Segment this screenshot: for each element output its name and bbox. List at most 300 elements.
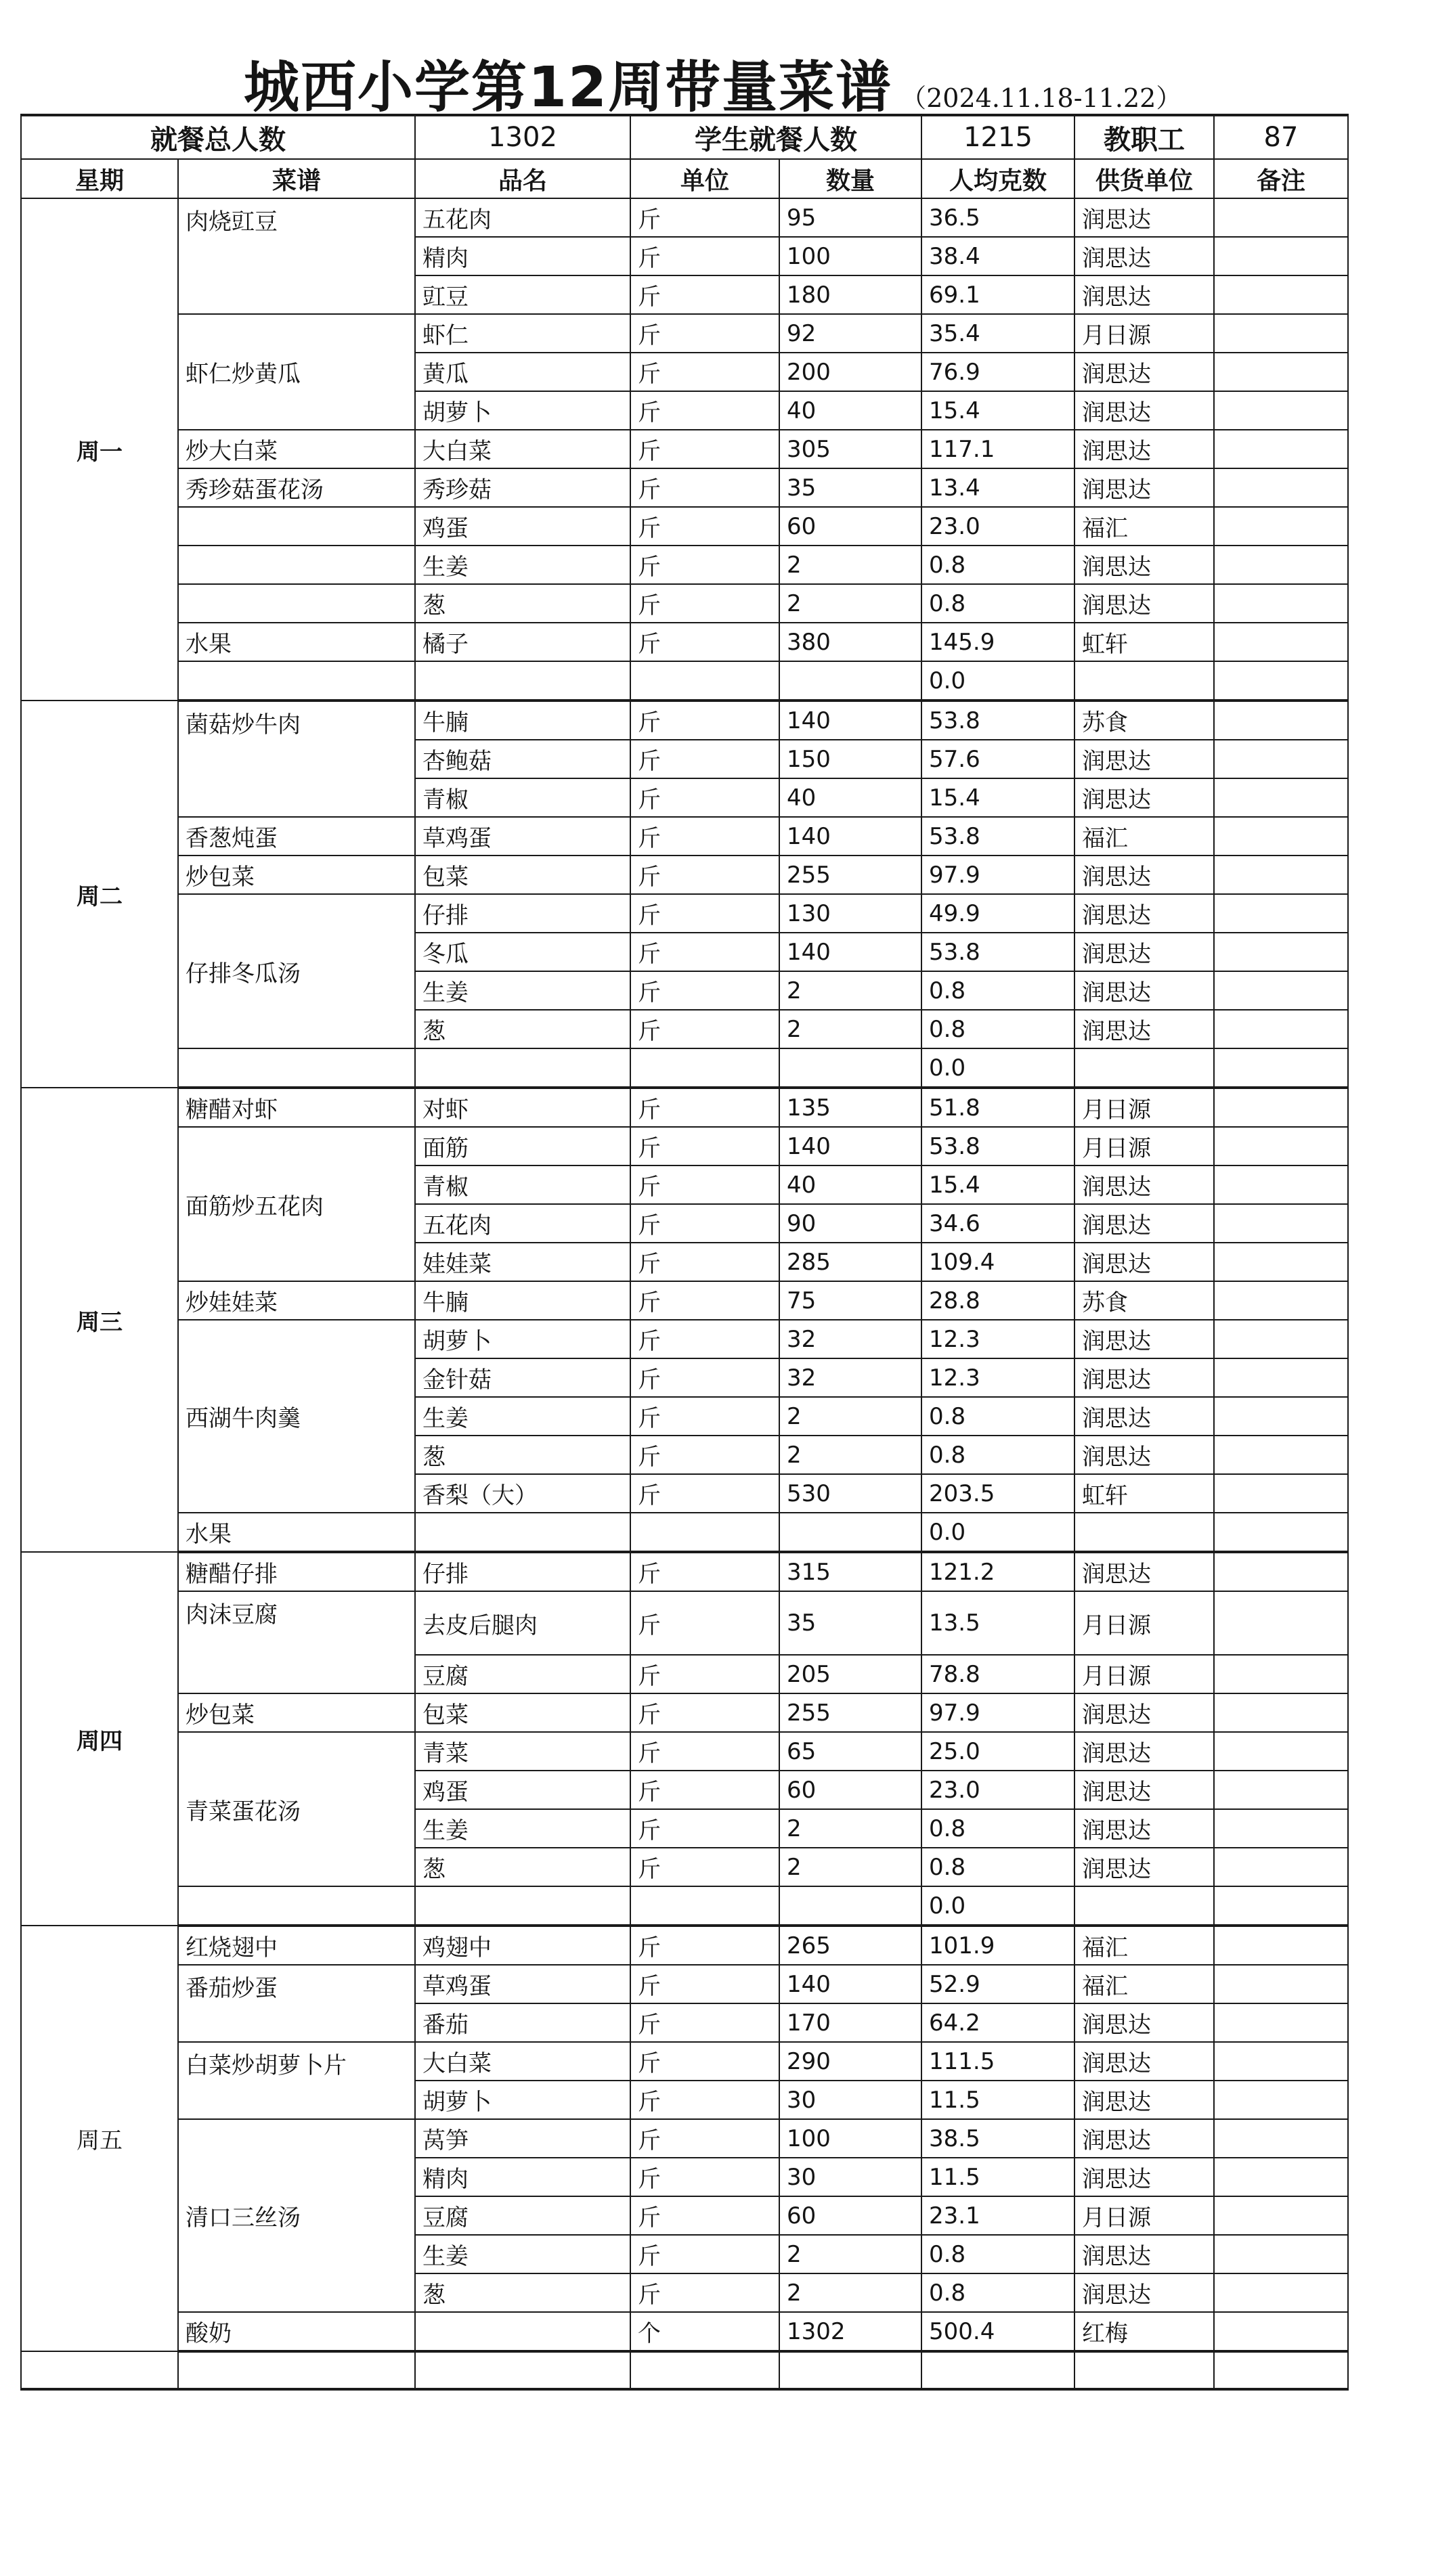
student-diners-value: 1215 [921, 115, 1074, 159]
grams-per-person: 0.8 [921, 546, 1074, 584]
grams-per-person: 53.8 [921, 933, 1074, 971]
supplier: 润思达 [1074, 1436, 1214, 1474]
item-name: 葱 [415, 2273, 630, 2312]
column-header-dish: 菜谱 [178, 159, 415, 198]
quantity: 255 [779, 856, 921, 894]
grams-per-person: 15.4 [921, 778, 1074, 817]
table-row [21, 701, 1348, 740]
table-row [21, 2312, 1348, 2351]
empty-cell [178, 1048, 415, 1088]
unit: 斤 [630, 1965, 779, 2003]
remarks-cell [1214, 1886, 1348, 1926]
supplier: 润思达 [1074, 1397, 1214, 1436]
unit: 斤 [630, 237, 779, 275]
table-row [21, 623, 1348, 661]
item-name: 莴笋 [415, 2119, 630, 2158]
supplier: 润思达 [1074, 1732, 1214, 1771]
unit: 斤 [630, 2235, 779, 2273]
quantity: 135 [779, 1088, 921, 1127]
quantity: 255 [779, 1693, 921, 1732]
dish-cell: 香葱炖蛋 [178, 817, 415, 856]
table-row [21, 1693, 1348, 1732]
table-row [21, 2042, 1348, 2081]
grams-per-person: 0.8 [921, 1848, 1074, 1886]
grams-per-person: 11.5 [921, 2081, 1074, 2119]
quantity: 2 [779, 2235, 921, 2273]
grams-per-person: 0.8 [921, 2235, 1074, 2273]
item-name: 葱 [415, 584, 630, 623]
grams-per-person: 53.8 [921, 1127, 1074, 1165]
grams-per-person: 78.8 [921, 1655, 1074, 1693]
item-name: 包菜 [415, 1693, 630, 1732]
student-diners-label: 学生就餐人数 [630, 115, 921, 159]
table-row [21, 1886, 1348, 1926]
remarks-cell [1214, 1358, 1348, 1397]
table-row [21, 1088, 1348, 1127]
table-row [21, 1591, 1348, 1655]
summary-row [21, 115, 1348, 159]
quantity: 100 [779, 237, 921, 275]
unit: 斤 [630, 1320, 779, 1358]
table-row [21, 1513, 1348, 1552]
quantity: 200 [779, 353, 921, 391]
unit: 斤 [630, 1809, 779, 1848]
grams-per-person: 13.5 [921, 1591, 1074, 1655]
grams-per-person: 111.5 [921, 2042, 1074, 2081]
item-name: 大白菜 [415, 430, 630, 468]
supplier: 润思达 [1074, 1358, 1214, 1397]
remarks-cell [1214, 2158, 1348, 2196]
item-name: 秀珍菇 [415, 468, 630, 507]
unit: 斤 [630, 353, 779, 391]
unit: 斤 [630, 894, 779, 933]
supplier: 润思达 [1074, 1809, 1214, 1848]
supplier: 润思达 [1074, 584, 1214, 623]
supplier: 月日源 [1074, 2196, 1214, 2235]
remarks-cell [1214, 198, 1348, 237]
grams-per-person: 38.4 [921, 237, 1074, 275]
quantity: 2 [779, 1436, 921, 1474]
grams-per-person: 0.0 [921, 1513, 1074, 1552]
supplier: 润思达 [1074, 1243, 1214, 1281]
unit: 斤 [630, 2003, 779, 2042]
quantity: 30 [779, 2081, 921, 2119]
supplier [1074, 1048, 1214, 1088]
item-name: 五花肉 [415, 1204, 630, 1243]
unit: 斤 [630, 701, 779, 740]
unit [630, 661, 779, 701]
grams-per-person: 0.8 [921, 1809, 1074, 1848]
supplier: 润思达 [1074, 2235, 1214, 2273]
quantity: 180 [779, 275, 921, 314]
supplier: 润思达 [1074, 2273, 1214, 2312]
table-row [21, 817, 1348, 856]
grams-per-person: 121.2 [921, 1552, 1074, 1591]
quantity: 92 [779, 314, 921, 353]
item-name: 鸡翅中 [415, 1926, 630, 1965]
grams-per-person: 64.2 [921, 2003, 1074, 2042]
item-name: 黄瓜 [415, 353, 630, 391]
empty-cell [178, 1886, 415, 1926]
quantity: 100 [779, 2119, 921, 2158]
unit: 斤 [630, 817, 779, 856]
item-name: 橘子 [415, 623, 630, 661]
grams-per-person: 23.0 [921, 507, 1074, 546]
unit: 斤 [630, 1552, 779, 1591]
supplier: 润思达 [1074, 2042, 1214, 2081]
empty-cell [21, 2351, 178, 2389]
unit: 斤 [630, 198, 779, 237]
grams-per-person: 76.9 [921, 353, 1074, 391]
quantity: 35 [779, 1591, 921, 1655]
item-name: 牛腩 [415, 701, 630, 740]
supplier: 润思达 [1074, 1693, 1214, 1732]
unit: 斤 [630, 2273, 779, 2312]
item-name: 大白菜 [415, 2042, 630, 2081]
grams-per-person: 0.8 [921, 1397, 1074, 1436]
remarks-cell [1214, 1513, 1348, 1552]
remarks-cell [1214, 661, 1348, 701]
dish-cell: 秀珍菇蛋花汤 [178, 468, 415, 507]
unit: 斤 [630, 1281, 779, 1320]
item-name: 胡萝卜 [415, 391, 630, 430]
item-name: 生姜 [415, 546, 630, 584]
supplier: 月日源 [1074, 1088, 1214, 1127]
item-name [415, 2312, 630, 2351]
supplier: 虹轩 [1074, 623, 1214, 661]
remarks-cell [1214, 894, 1348, 933]
empty-cell [178, 507, 415, 546]
quantity: 1302 [779, 2312, 921, 2351]
dish-cell: 水果 [178, 1513, 415, 1552]
remarks-cell [1214, 1809, 1348, 1848]
quantity: 32 [779, 1358, 921, 1397]
supplier [1074, 661, 1214, 701]
grams-per-person: 0.0 [921, 1886, 1074, 1926]
supplier: 润思达 [1074, 1552, 1214, 1591]
grams-per-person: 34.6 [921, 1204, 1074, 1243]
unit: 斤 [630, 275, 779, 314]
grams-per-person: 25.0 [921, 1732, 1074, 1771]
dish-cell: 仔排冬瓜汤 [178, 894, 415, 1048]
item-name: 杏鲍菇 [415, 740, 630, 778]
unit: 斤 [630, 1127, 779, 1165]
staff-value: 87 [1214, 115, 1348, 159]
grams-per-person: 97.9 [921, 1693, 1074, 1732]
item-name: 豇豆 [415, 275, 630, 314]
grams-per-person: 117.1 [921, 430, 1074, 468]
menu-table [20, 114, 1349, 2391]
unit: 斤 [630, 1088, 779, 1127]
column-header-unit: 单位 [630, 159, 779, 198]
item-name: 精肉 [415, 2158, 630, 2196]
staff-label: 教职工 [1074, 115, 1214, 159]
unit: 斤 [630, 1165, 779, 1204]
item-name: 葱 [415, 1848, 630, 1886]
table-row [21, 584, 1348, 623]
weekday-cell: 周二 [21, 701, 178, 1088]
remarks-cell [1214, 2003, 1348, 2042]
table-row [21, 1127, 1348, 1165]
item-name: 金针菇 [415, 1358, 630, 1397]
item-name: 包菜 [415, 856, 630, 894]
remarks-cell [1214, 507, 1348, 546]
dish-cell: 肉烧豇豆 [178, 198, 415, 314]
remarks-cell [1214, 1552, 1348, 1591]
empty-cell [1074, 2351, 1214, 2389]
unit: 斤 [630, 1655, 779, 1693]
item-name: 豆腐 [415, 2196, 630, 2235]
quantity: 205 [779, 1655, 921, 1693]
supplier: 润思达 [1074, 971, 1214, 1010]
unit: 斤 [630, 1436, 779, 1474]
remarks-cell [1214, 2196, 1348, 2235]
item-name [415, 1048, 630, 1088]
quantity: 140 [779, 701, 921, 740]
grams-per-person: 12.3 [921, 1358, 1074, 1397]
empty-cell [779, 2351, 921, 2389]
supplier: 福汇 [1074, 1965, 1214, 2003]
remarks-cell [1214, 1048, 1348, 1088]
grams-per-person: 0.0 [921, 661, 1074, 701]
remarks-cell [1214, 778, 1348, 817]
remarks-cell [1214, 584, 1348, 623]
unit: 斤 [630, 1474, 779, 1513]
column-header-quantity: 数量 [779, 159, 921, 198]
quantity: 75 [779, 1281, 921, 1320]
table-row [21, 2119, 1348, 2158]
item-name: 娃娃菜 [415, 1243, 630, 1281]
quantity: 90 [779, 1204, 921, 1243]
item-name [415, 1513, 630, 1552]
unit: 斤 [630, 778, 779, 817]
unit: 斤 [630, 1204, 779, 1243]
item-name: 草鸡蛋 [415, 817, 630, 856]
supplier: 润思达 [1074, 1848, 1214, 1886]
supplier: 福汇 [1074, 1926, 1214, 1965]
unit: 斤 [630, 314, 779, 353]
quantity: 2 [779, 1010, 921, 1048]
unit: 斤 [630, 1591, 779, 1655]
unit [630, 1513, 779, 1552]
unit: 斤 [630, 430, 779, 468]
grams-per-person: 0.0 [921, 1048, 1074, 1088]
dish-cell: 虾仁炒黄瓜 [178, 314, 415, 430]
remarks-cell [1214, 1088, 1348, 1127]
remarks-cell [1214, 546, 1348, 584]
dish-cell: 菌菇炒牛肉 [178, 701, 415, 817]
grams-per-person: 51.8 [921, 1088, 1074, 1127]
item-name: 豆腐 [415, 1655, 630, 1693]
remarks-cell [1214, 2081, 1348, 2119]
remarks-cell [1214, 1732, 1348, 1771]
supplier: 润思达 [1074, 391, 1214, 430]
weekday-cell: 周三 [21, 1088, 178, 1552]
remarks-cell [1214, 701, 1348, 740]
quantity: 30 [779, 2158, 921, 2196]
quantity: 2 [779, 1848, 921, 1886]
unit: 斤 [630, 391, 779, 430]
supplier: 润思达 [1074, 894, 1214, 933]
item-name: 去皮后腿肉 [415, 1591, 630, 1655]
remarks-cell [1214, 1655, 1348, 1693]
remarks-cell [1214, 353, 1348, 391]
remarks-cell [1214, 1436, 1348, 1474]
empty-cell [178, 661, 415, 701]
quantity [779, 1886, 921, 1926]
grams-per-person: 15.4 [921, 1165, 1074, 1204]
date-range: （2024.11.18-11.22） [900, 83, 1182, 113]
remarks-cell [1214, 2235, 1348, 2273]
unit: 斤 [630, 2119, 779, 2158]
unit: 斤 [630, 1397, 779, 1436]
page-title: 城西小学第12周带量菜谱 [244, 55, 893, 120]
quantity: 290 [779, 2042, 921, 2081]
unit: 斤 [630, 1693, 779, 1732]
dish-cell: 糖醋仔排 [178, 1552, 415, 1591]
weekday-cell: 周一 [21, 198, 178, 701]
remarks-cell [1214, 275, 1348, 314]
item-name: 青菜 [415, 1732, 630, 1771]
supplier: 苏食 [1074, 701, 1214, 740]
unit: 斤 [630, 1732, 779, 1771]
grams-per-person: 0.8 [921, 1010, 1074, 1048]
supplier: 润思达 [1074, 1204, 1214, 1243]
supplier: 润思达 [1074, 468, 1214, 507]
quantity: 35 [779, 468, 921, 507]
item-name: 青椒 [415, 1165, 630, 1204]
remarks-cell [1214, 391, 1348, 430]
grams-per-person: 13.4 [921, 468, 1074, 507]
quantity: 2 [779, 546, 921, 584]
quantity [779, 1513, 921, 1552]
quantity: 40 [779, 1165, 921, 1204]
supplier: 润思达 [1074, 2081, 1214, 2119]
dish-cell: 肉沫豆腐 [178, 1591, 415, 1693]
empty-cell [921, 2351, 1074, 2389]
quantity: 130 [779, 894, 921, 933]
supplier: 润思达 [1074, 740, 1214, 778]
unit: 斤 [630, 468, 779, 507]
remarks-cell [1214, 2312, 1348, 2351]
supplier: 润思达 [1074, 353, 1214, 391]
item-name: 胡萝卜 [415, 1320, 630, 1358]
supplier: 月日源 [1074, 1591, 1214, 1655]
dish-cell: 面筋炒五花肉 [178, 1127, 415, 1281]
grams-per-person: 12.3 [921, 1320, 1074, 1358]
supplier: 润思达 [1074, 778, 1214, 817]
unit: 斤 [630, 971, 779, 1010]
item-name: 青椒 [415, 778, 630, 817]
item-name: 虾仁 [415, 314, 630, 353]
supplier: 润思达 [1074, 198, 1214, 237]
item-name: 生姜 [415, 1397, 630, 1436]
grams-per-person: 101.9 [921, 1926, 1074, 1965]
supplier: 月日源 [1074, 1655, 1214, 1693]
remarks-cell [1214, 1397, 1348, 1436]
supplier: 润思达 [1074, 933, 1214, 971]
item-name: 葱 [415, 1436, 630, 1474]
dish-cell: 炒娃娃菜 [178, 1281, 415, 1320]
quantity: 380 [779, 623, 921, 661]
remarks-cell [1214, 1281, 1348, 1320]
remarks-cell [1214, 740, 1348, 778]
dish-cell: 红烧翅中 [178, 1926, 415, 1965]
supplier: 润思达 [1074, 2158, 1214, 2196]
unit: 斤 [630, 1848, 779, 1886]
remarks-cell [1214, 933, 1348, 971]
grams-per-person: 15.4 [921, 391, 1074, 430]
dish-cell: 炒包菜 [178, 1693, 415, 1732]
grams-per-person: 0.8 [921, 1436, 1074, 1474]
item-name: 生姜 [415, 1809, 630, 1848]
dish-cell: 青菜蛋花汤 [178, 1732, 415, 1886]
quantity: 40 [779, 778, 921, 817]
item-name: 精肉 [415, 237, 630, 275]
grams-per-person: 109.4 [921, 1243, 1074, 1281]
unit [630, 1048, 779, 1088]
supplier: 润思达 [1074, 1165, 1214, 1204]
quantity: 315 [779, 1552, 921, 1591]
unit: 斤 [630, 2042, 779, 2081]
quantity: 95 [779, 198, 921, 237]
empty-cell [178, 2351, 415, 2389]
remarks-cell [1214, 468, 1348, 507]
supplier: 润思达 [1074, 2003, 1214, 2042]
unit: 斤 [630, 507, 779, 546]
table-row [21, 894, 1348, 933]
unit: 斤 [630, 2081, 779, 2119]
item-name: 鸡蛋 [415, 507, 630, 546]
remarks-cell [1214, 1965, 1348, 2003]
quantity: 2 [779, 1809, 921, 1848]
column-header-row [21, 159, 1348, 198]
quantity: 140 [779, 1127, 921, 1165]
unit [630, 1886, 779, 1926]
grams-per-person: 28.8 [921, 1281, 1074, 1320]
table-row [21, 1732, 1348, 1771]
supplier: 苏食 [1074, 1281, 1214, 1320]
item-name: 草鸡蛋 [415, 1965, 630, 2003]
supplier: 虹轩 [1074, 1474, 1214, 1513]
grams-per-person: 23.1 [921, 2196, 1074, 2235]
unit: 斤 [630, 2158, 779, 2196]
unit: 个 [630, 2312, 779, 2351]
supplier: 润思达 [1074, 1320, 1214, 1358]
column-header-remarks: 备注 [1214, 159, 1348, 198]
empty-cell [178, 584, 415, 623]
quantity: 530 [779, 1474, 921, 1513]
unit: 斤 [630, 1771, 779, 1809]
quantity: 2 [779, 584, 921, 623]
grams-per-person: 203.5 [921, 1474, 1074, 1513]
table-row [21, 1965, 1348, 2003]
table-row [21, 468, 1348, 507]
remarks-cell [1214, 1591, 1348, 1655]
quantity: 2 [779, 971, 921, 1010]
item-name: 对虾 [415, 1088, 630, 1127]
item-name: 生姜 [415, 971, 630, 1010]
quantity: 65 [779, 1732, 921, 1771]
remarks-cell [1214, 856, 1348, 894]
supplier: 月日源 [1074, 1127, 1214, 1165]
supplier: 润思达 [1074, 546, 1214, 584]
quantity: 150 [779, 740, 921, 778]
grams-per-person: 0.8 [921, 2273, 1074, 2312]
table-row [21, 546, 1348, 584]
item-name: 冬瓜 [415, 933, 630, 971]
quantity: 60 [779, 1771, 921, 1809]
